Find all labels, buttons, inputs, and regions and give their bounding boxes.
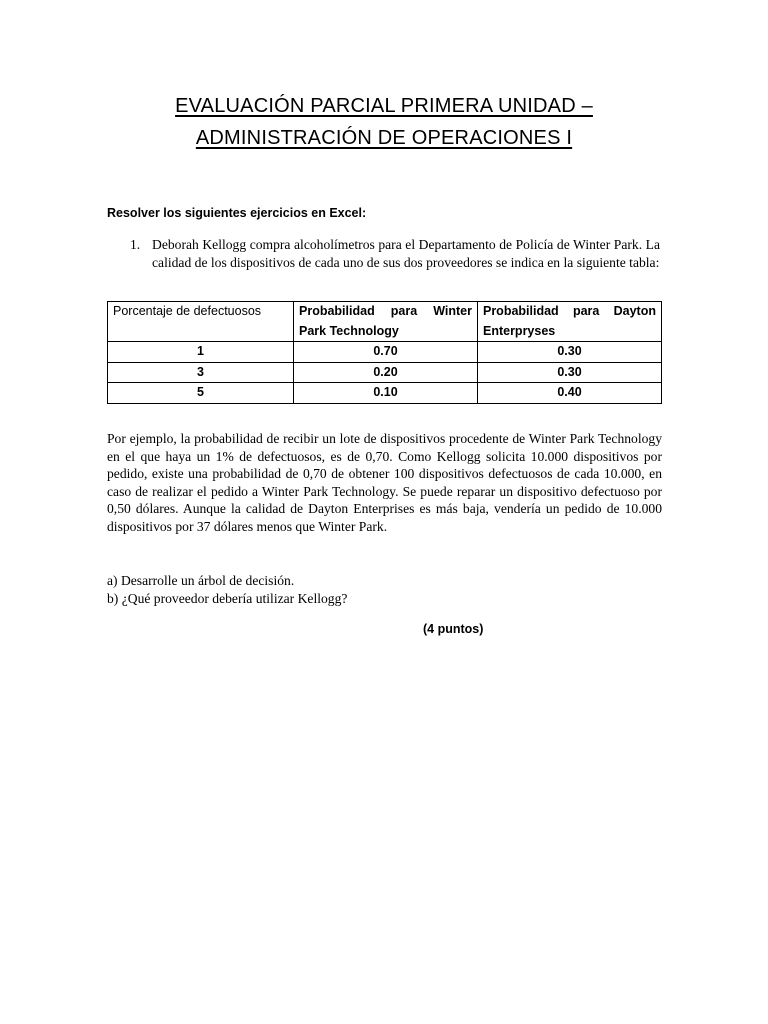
table-header-row (108, 302, 662, 342)
table-row (108, 362, 662, 383)
table-cell: 0.40 (477, 383, 661, 404)
defects-probability-table (107, 301, 662, 404)
table-cell: 0.30 (477, 362, 661, 383)
points-label: (4 puntos) (423, 622, 484, 636)
table-header-cell: Porcentaje de defectuosos (108, 302, 294, 342)
question-a: a) Desarrolle un árbol de decisión. (107, 573, 295, 588)
table-cell: 0.10 (294, 383, 478, 404)
document-title-line-2: ADMINISTRACIÓN DE OPERACIONES I (195, 127, 573, 149)
instruction-text: Resolver los siguientes ejercicios en Excel: (107, 206, 367, 220)
exercise-1 (130, 236, 660, 271)
questions-list (107, 572, 347, 608)
table-cell: 0.20 (294, 362, 478, 383)
table-cell: 5 (108, 383, 294, 404)
table-header-cell: Probabilidad para Winter Park Technology (294, 302, 478, 342)
exercise-text: Deborah Kellogg compra alcoholímetros para el Departamento de Policía de Winter Park. La calidad de los dispositivos de cada uno de sus dos proveedores se indica en la siguiente tabla: (152, 237, 660, 270)
table-cell: 0.30 (477, 342, 661, 363)
exercise-number: 1. (130, 237, 141, 252)
table-row (108, 383, 662, 404)
table-cell: 3 (108, 362, 294, 383)
document-title-line-1: EVALUACIÓN PARCIAL PRIMERA UNIDAD – (175, 95, 593, 117)
question-b: b) ¿Qué proveedor debería utilizar Kellogg? (107, 591, 348, 606)
example-paragraph: Por ejemplo, la probabilidad de recibir un lote de dispositivos procedente de Winter Park Technology en el que haya un 1% de defectuosos, es de 0,70. Como Kellogg solicita 10.000 dispositivos por pedido, existe una probabilidad de 0,70 de obtener 100 dispositivos defectuosos de cada 10.000, en caso de realizar el pedido a Winter Park Technology. Se puede reparar un dispositivo defectuoso por 0,50 dólares. Aunque la calidad de Dayton Enterprises es más baja, vendería un pedido de 10.000 dispositivos por 37 dólares menos que Winter Park. (107, 431, 662, 534)
table-row (108, 342, 662, 363)
table-cell: 0.70 (294, 342, 478, 363)
table-header-cell: Probabilidad para Dayton Enterpryses (477, 302, 661, 342)
table-cell: 1 (108, 342, 294, 363)
